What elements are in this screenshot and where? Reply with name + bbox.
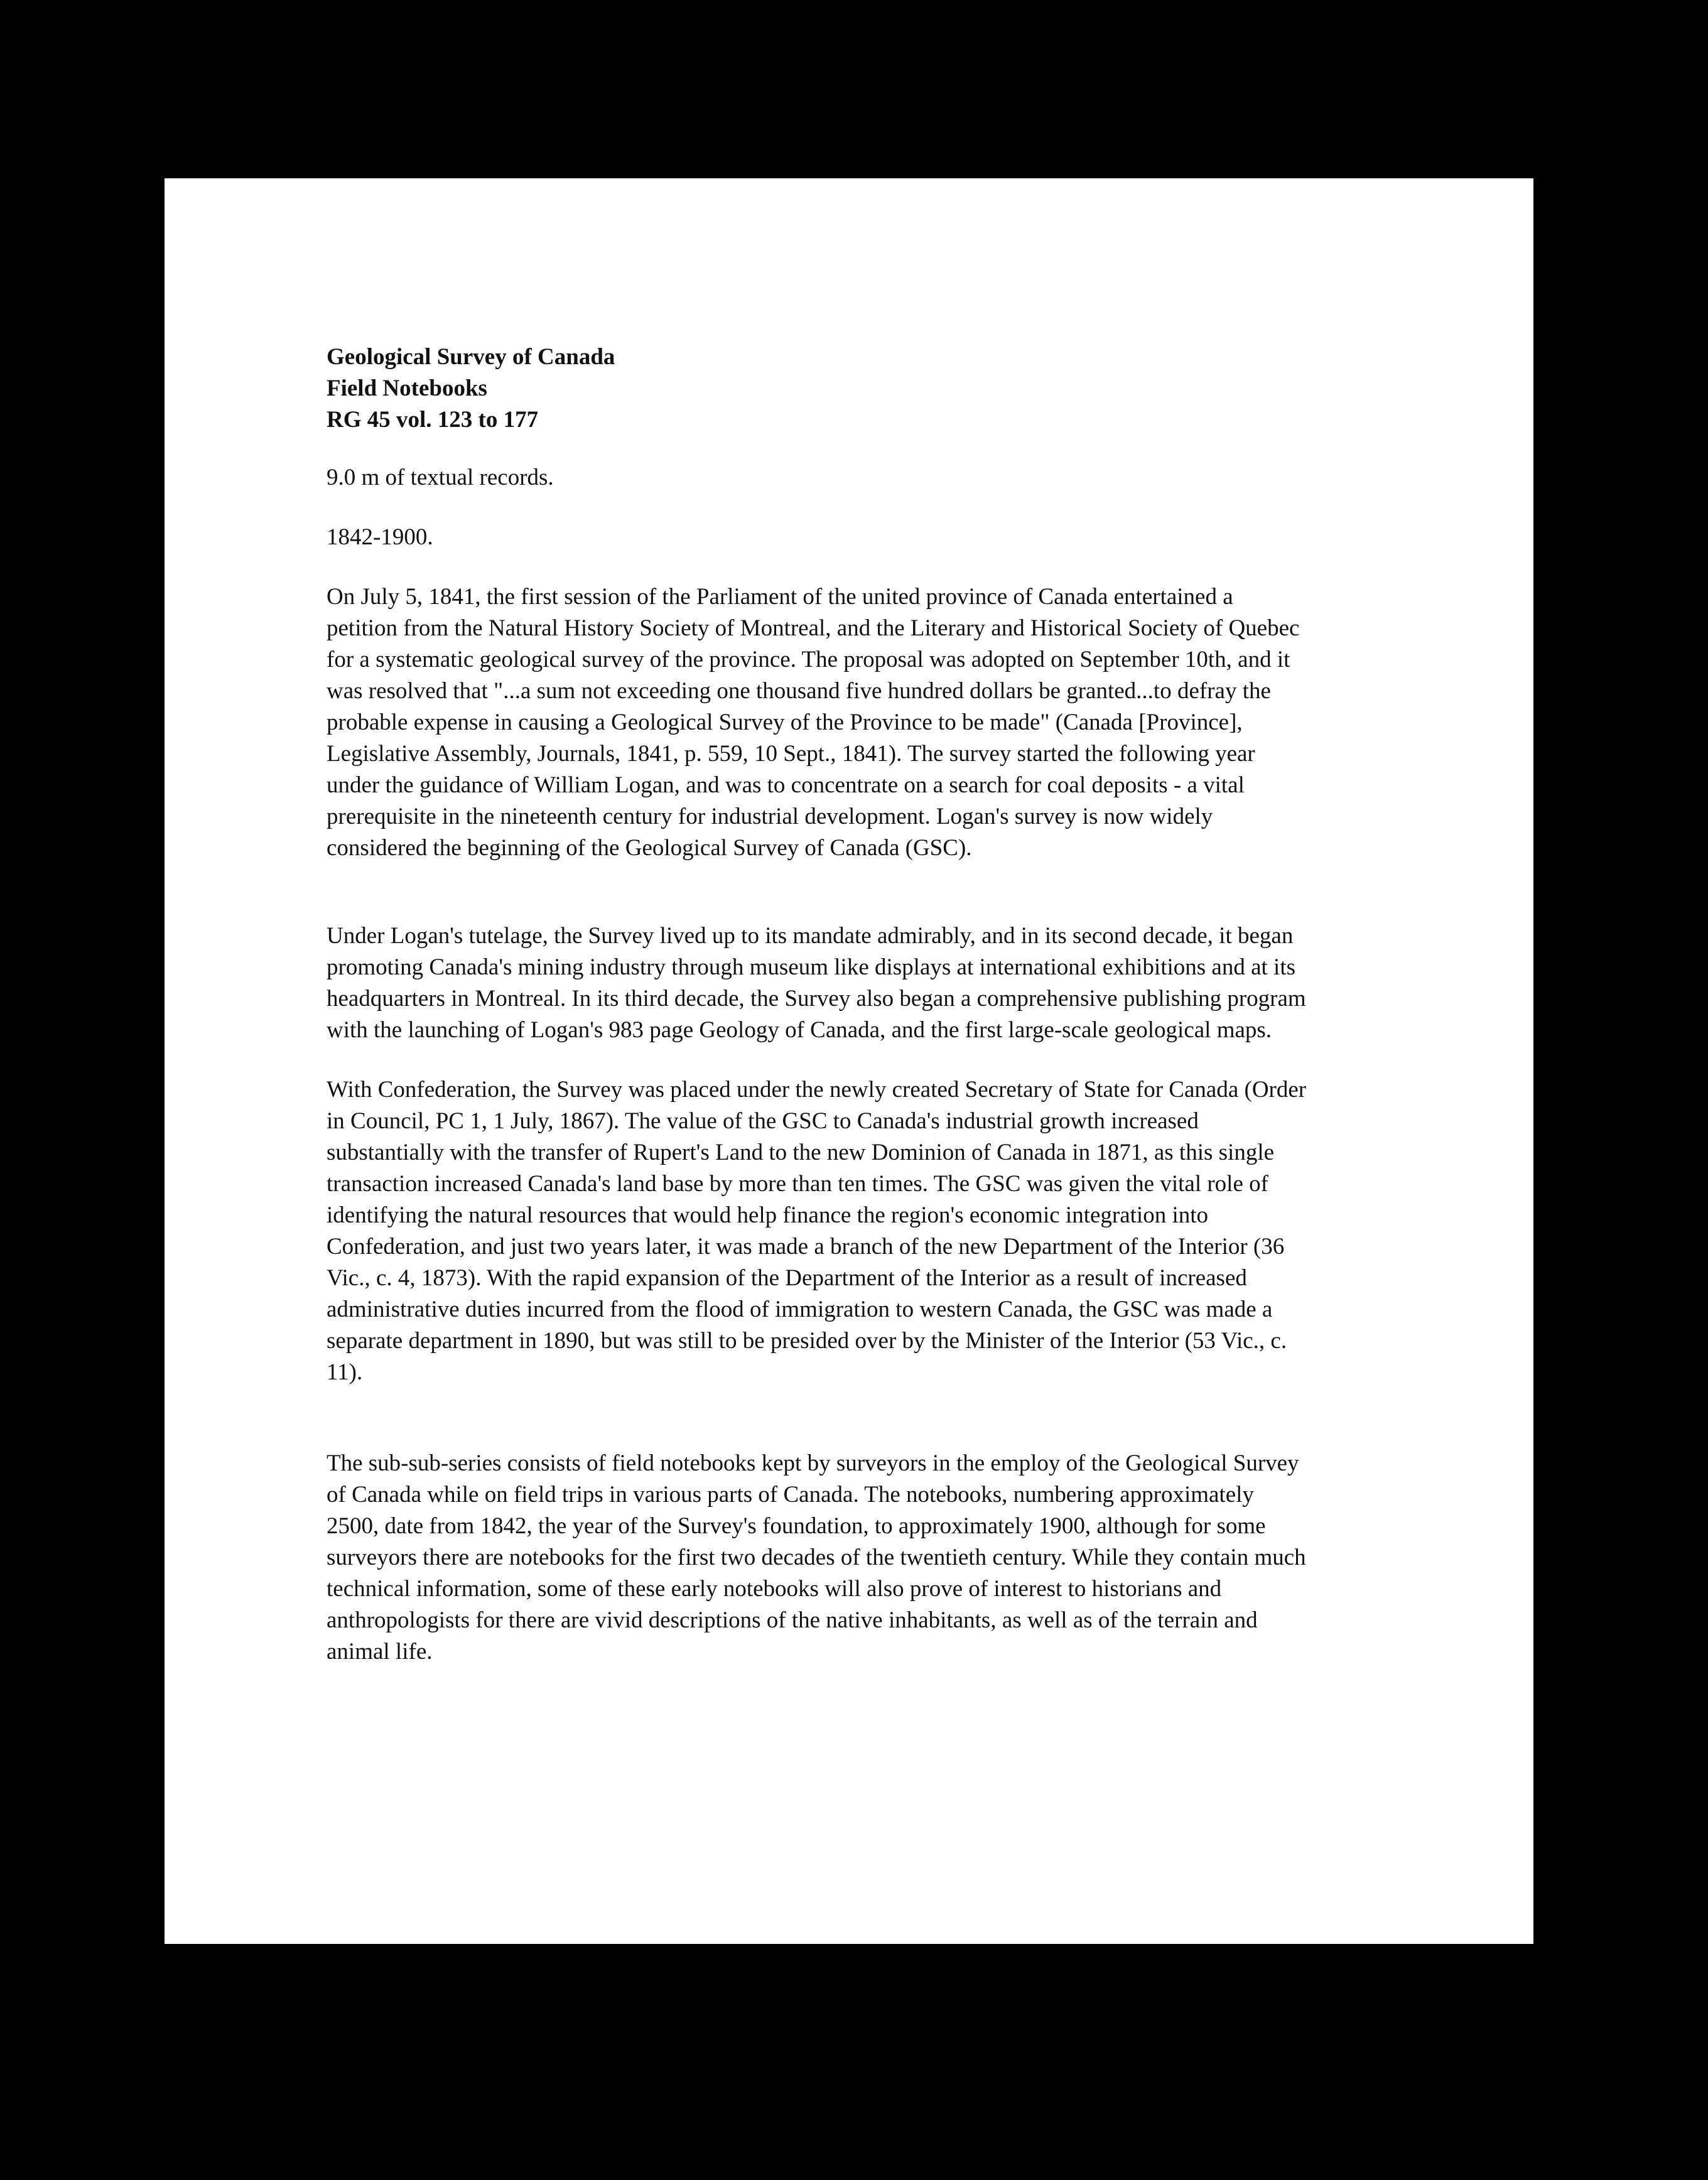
paragraph-line: administrative duties incurred from the flood of immigration to western Canada, the GSC was made a (327, 1297, 1273, 1322)
paragraph-history-origin (327, 581, 1419, 864)
paragraph-line: anthropologists for there are vivid descriptions of the native inhabitants, as well as of the terrain and (327, 1607, 1258, 1633)
paragraph-line: On July 5, 1841, the first session of the Parliament of the united province of Canada entertained a (327, 584, 1233, 610)
document-title: Geological Survey of Canada (327, 344, 615, 370)
paragraph-confederation (327, 1074, 1419, 1388)
paragraph-line: prerequisite in the nineteenth century for industrial development. Logan's survey is now widely (327, 804, 1213, 829)
paragraph-line: for a systematic geological survey of the province. The proposal was adopted on September 10th, and it (327, 647, 1290, 672)
paragraph-line: Vic., c. 4, 1873). With the rapid expansion of the Department of the Interior as a result of increased (327, 1265, 1247, 1291)
paragraph-line: substantially with the transfer of Rupert's Land to the new Dominion of Canada in 1871, as this single (327, 1140, 1275, 1165)
extent-statement: 9.0 m of textual records. (327, 465, 554, 490)
paragraph-line: in Council, PC 1, 1 July, 1867). The value of the GSC to Canada's industrial growth increased (327, 1108, 1199, 1134)
paragraph-line: with the launching of Logan's 983 page Geology of Canada, and the first large-scale geological maps. (327, 1017, 1272, 1043)
paragraph-line: petition from the Natural History Society of Montreal, and the Literary and Historical Society of Quebec (327, 615, 1300, 641)
paragraph-line: Under Logan's tutelage, the Survey lived up to its mandate admirably, and in its second decade, it began (327, 923, 1294, 949)
paragraph-line: headquarters in Montreal. In its third decade, the Survey also began a comprehensive publishing program (327, 986, 1306, 1012)
paragraph-logan-tutelage (327, 920, 1419, 1046)
paragraph-line: probable expense in causing a Geological Survey of the Province to be made" (Canada [Province], (327, 710, 1243, 735)
paragraph-line: identifying the natural resources that would help finance the region's economic integration into (327, 1202, 1209, 1228)
paragraph-line: technical information, some of these early notebooks will also prove of interest to historians and (327, 1576, 1222, 1602)
paragraph-line: transaction increased Canada's land base by more than ten times. The GSC was given the vital role of (327, 1171, 1268, 1197)
paragraph-line: With Confederation, the Survey was placed under the newly created Secretary of State for Canada (Order (327, 1077, 1307, 1103)
paragraph-line: animal life. (327, 1639, 433, 1665)
document-content (327, 342, 1419, 1668)
paragraph-line: under the guidance of William Logan, and was to concentrate on a search for coal deposits - a vital (327, 772, 1245, 798)
record-group-reference: RG 45 vol. 123 to 177 (327, 407, 539, 433)
paragraph-line: Confederation, and just two years later, it was made a branch of the new Department of the Interior (36 (327, 1234, 1285, 1260)
paragraph-line: of Canada while on field trips in various parts of Canada. The notebooks, numbering approximately (327, 1482, 1254, 1508)
document-page (165, 178, 1533, 1944)
paragraph-line: was resolved that "...a sum not exceeding one thousand five hundred dollars be granted...to defray the (327, 678, 1271, 704)
document-subtitle: Field Notebooks (327, 375, 487, 401)
paragraph-line: The sub-sub-series consists of field notebooks kept by surveyors in the employ of the Geological Survey (327, 1450, 1299, 1476)
paragraph-line: 2500, date from 1842, the year of the Survey's foundation, to approximately 1900, although for some (327, 1513, 1266, 1539)
paragraph-line: considered the beginning of the Geological Survey of Canada (GSC). (327, 835, 972, 861)
paragraph-series-description (327, 1448, 1419, 1668)
paragraph-line: promoting Canada's mining industry through museum like displays at international exhibitions and at its (327, 954, 1295, 980)
paragraph-line: 11). (327, 1359, 363, 1385)
paragraph-line: Legislative Assembly, Journals, 1841, p. 559, 10 Sept., 1841). The survey started the following year (327, 741, 1255, 767)
paragraph-line: separate department in 1890, but was still to be presided over by the Minister of the Interior (53 Vic., c. (327, 1328, 1287, 1354)
paragraph-line: surveyors there are notebooks for the first two decades of the twentieth century. While they contain much (327, 1545, 1306, 1570)
date-range: 1842-1900. (327, 524, 433, 550)
